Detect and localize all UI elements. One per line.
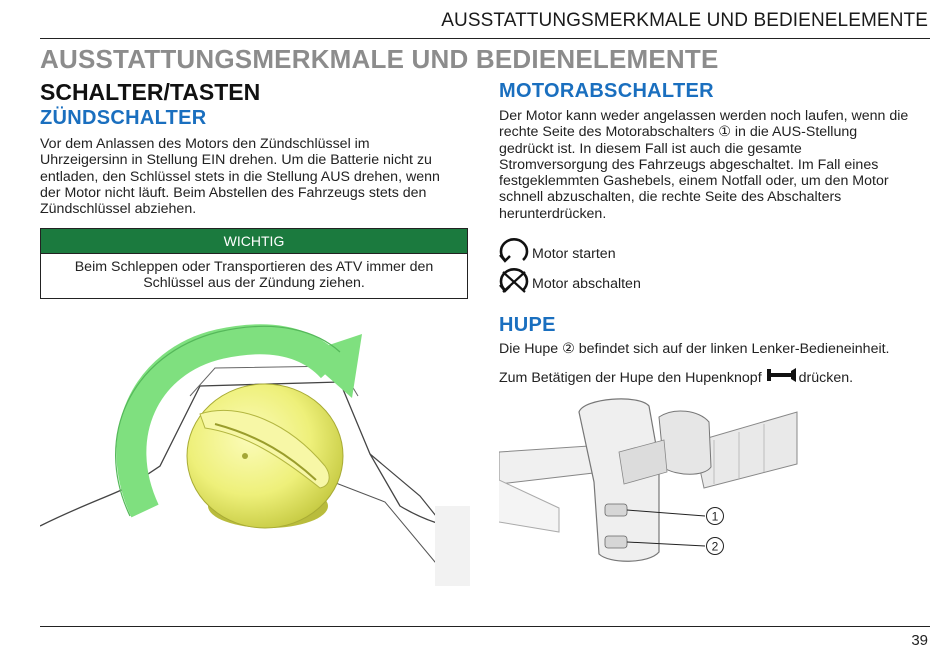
handlebar-illustration xyxy=(499,392,799,578)
kill-switch-line: herunterdrücken. xyxy=(499,205,607,222)
motor-start-row xyxy=(497,236,616,264)
body-shadow xyxy=(435,506,470,586)
ignition-title: ZÜNDSCHALTER xyxy=(40,107,207,129)
ignition-knob xyxy=(187,384,343,528)
horn-icon xyxy=(765,367,797,385)
key-hole xyxy=(242,453,248,459)
kill-switch-line: Der Motor kann weder angelassen werden noch laufen, wenn die xyxy=(499,108,909,124)
footer-rule xyxy=(40,626,930,627)
callout-label-1: 1 xyxy=(711,509,719,524)
kill-switch-title: MOTORABSCHALTER xyxy=(499,80,714,102)
kill-switch-line: gedrückt ist. In diesem Fall ist auch die gesamte xyxy=(499,140,802,157)
motor-start-label: Motor starten xyxy=(532,246,616,262)
callout-label-2: 2 xyxy=(711,539,719,554)
horn-location-text: Die Hupe ② befindet sich auf der linken Lenker-Bedieneinheit. xyxy=(499,341,890,357)
notice-line: Beim Schleppen oder Transportieren des ATV immer den xyxy=(74,259,434,275)
lever-mount xyxy=(659,411,711,474)
notice-heading: WICHTIG xyxy=(41,229,467,253)
horn-instruction xyxy=(499,370,853,386)
ignition-text xyxy=(40,136,470,217)
horn-instruction-after: drücken. xyxy=(798,370,854,386)
page-number: 39 xyxy=(911,632,928,649)
horn-instruction-before: Zum Betätigen der Hupe den Hupenknopf xyxy=(499,370,762,386)
horn-title: HUPE xyxy=(499,314,556,336)
page-title: AUSSTATTUNGSMERKMALE UND BEDIENELEMENTE xyxy=(40,44,719,74)
ignition-line: entladen, den Schlüssel stets in die Stellung AUS drehen, wenn xyxy=(40,168,440,185)
engine-stop-icon xyxy=(497,266,531,294)
horn-button xyxy=(605,536,627,548)
kill-switch-text xyxy=(499,108,929,222)
header-rule xyxy=(40,38,930,39)
motor-stop-row xyxy=(497,266,641,294)
kill-switch-line: schnell abzuschalten, die rechte Seite des Abschalters xyxy=(499,189,842,206)
ignition-line: Zündschlüssel abziehen. xyxy=(40,201,197,218)
section-title: SCHALTER/TASTEN xyxy=(40,79,261,105)
kill-switch-line: Stromversorgung des Fahrzeugs abgeschaltet. Im Fall eines xyxy=(499,156,879,173)
kill-switch-line: rechte Seite des Motorabschalters ① in die AUS-Stellung xyxy=(499,124,858,141)
motor-stop-label: Motor abschalten xyxy=(532,276,641,292)
ignition-line: Vor dem Anlassen des Motors den Zündschlüssel im xyxy=(40,136,370,152)
ignition-key-illustration xyxy=(40,306,470,586)
kill-switch-line: festgeklemmten Gashebels, einem Notfall oder, um den Motor xyxy=(499,173,889,190)
running-header: AUSSTATTUNGSMERKMALE UND BEDIENELEMENTE xyxy=(441,10,928,31)
ignition-line: der Motor nicht läuft. Beim Abstellen des Fahrzeugs stets den xyxy=(40,184,427,201)
notice-body xyxy=(41,253,467,298)
notice-line: Schlüssel aus der Zündung ziehen. xyxy=(143,275,365,292)
engine-start-icon xyxy=(497,236,531,264)
kill-switch-button xyxy=(605,504,627,516)
ignition-line: Uhrzeigersinn in Stellung EIN drehen. Um die Batterie nicht zu xyxy=(40,152,432,169)
notice-box xyxy=(40,228,468,299)
